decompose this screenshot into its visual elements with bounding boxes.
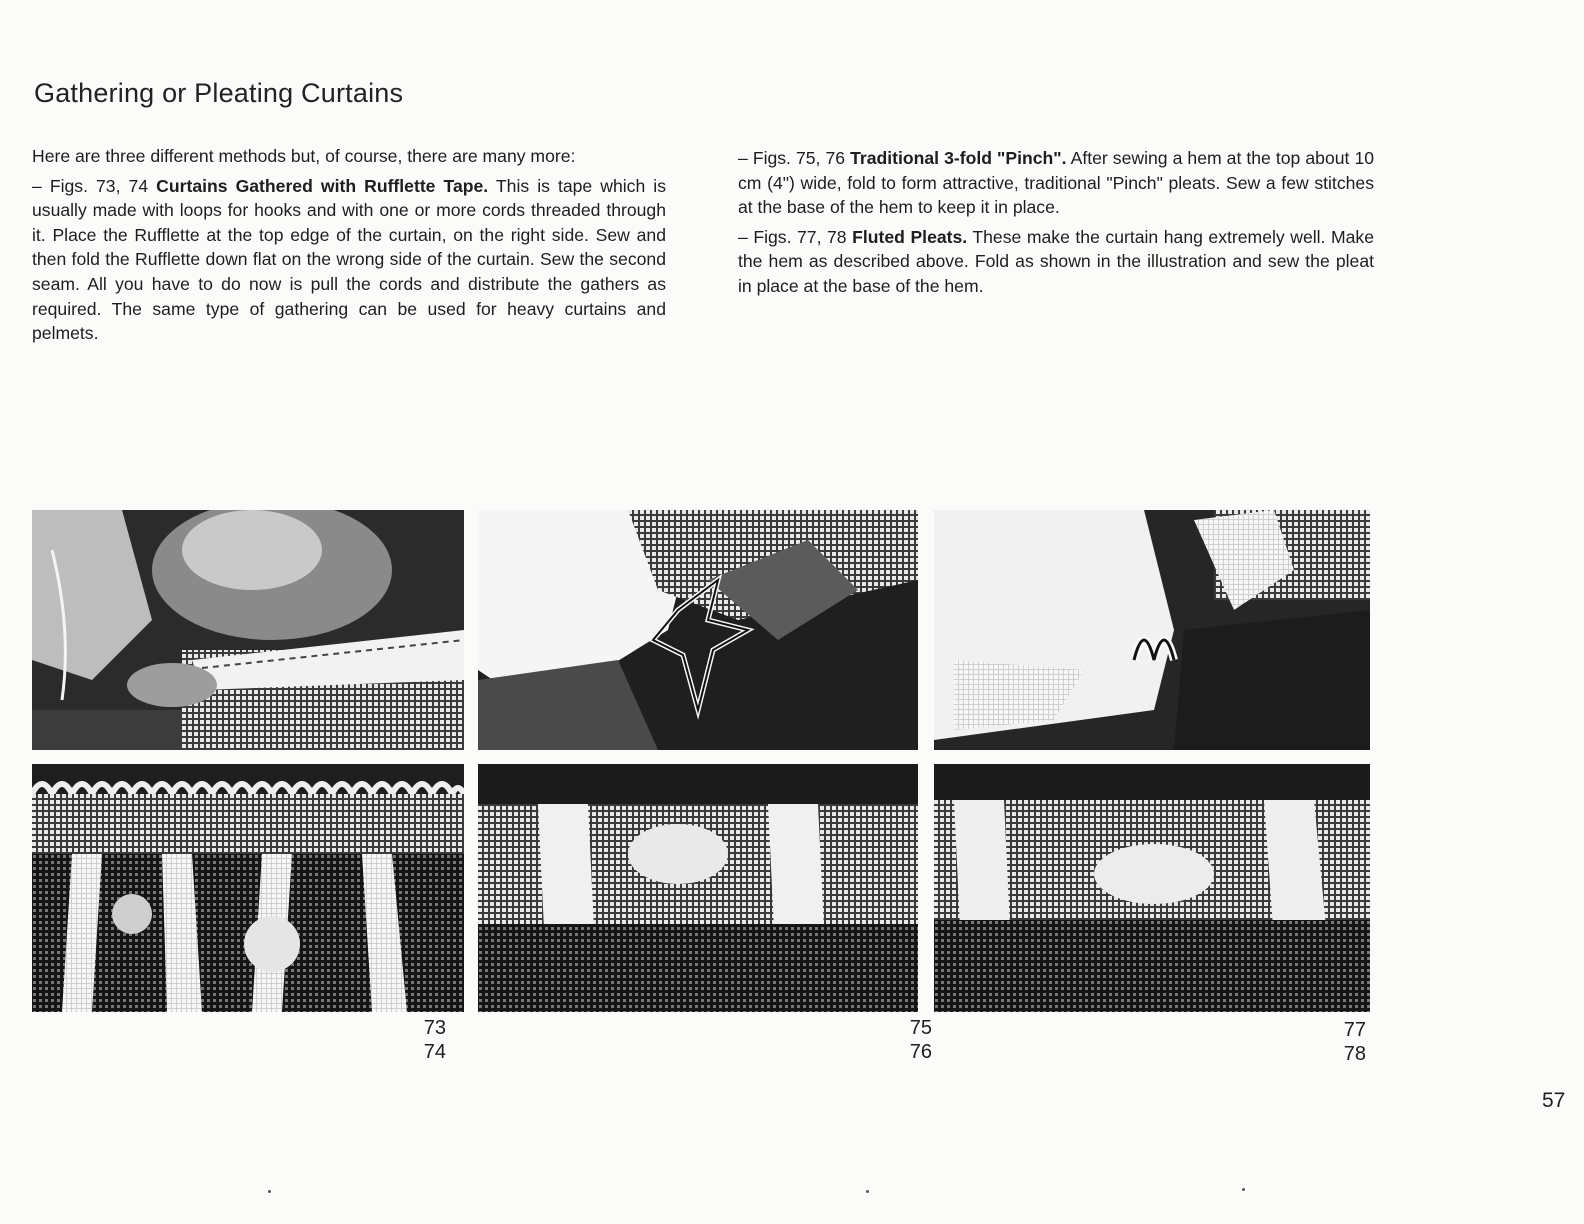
photo-fig-75 [478, 510, 918, 750]
scan-speck [268, 1190, 271, 1193]
fig-number-73: 73 [423, 1017, 446, 1039]
rufflette-paragraph [32, 174, 666, 346]
fluted-paragraph [738, 225, 1374, 299]
page-title: Gathering or Pleating Curtains [34, 78, 404, 108]
fig-number-73-74 [386, 1016, 446, 1064]
rufflette-heading: Curtains Gathered with Rufflette Tape. [156, 175, 489, 196]
pinch-body: After sewing a hem at the top about 10 cm (4") wide, fold to form attractive, traditional "Pinch" pleats. Sew a few stitches at the base of the hem to keep it in place. [738, 148, 1375, 218]
fig-number-74: 74 [423, 1041, 446, 1063]
fig-number-78: 78 [1343, 1043, 1366, 1065]
fluted-body: These make the curtain hang extremely well. Make the hem as described above. Fold as shown in the illustration and sew the pleat in place at the base of the hem. [738, 226, 1375, 296]
photo-fig-73 [32, 510, 464, 750]
fluted-fig-ref: – Figs. 77, 78 [738, 226, 853, 247]
rufflette-body: This is tape which is usually made with loops for hooks and with one or more cords threaded through it. Place the Rufflette at the top edge of the curtain, on the right side. Sew and then fold the Rufflette down flat on the wrong side of the curtain. Sew the second seam. All you have to do now is pull the cords and distribute the gathers as required. The same type of gathering can be used for heavy curtains and pelmets. [32, 175, 667, 344]
photo-fig-77 [934, 510, 1370, 750]
fig-number-75-76 [872, 1016, 932, 1064]
fig-number-76: 76 [909, 1041, 932, 1063]
photo-fig-76 [478, 764, 918, 1012]
scan-speck [1242, 1188, 1245, 1191]
fluted-heading: Fluted Pleats. [852, 226, 968, 247]
photo-fig-78 [934, 764, 1370, 1012]
intro-paragraph: Here are three different methods but, of course, there are many more: [32, 146, 576, 166]
photo-fig-74 [32, 764, 464, 1012]
page-number: 57 [1542, 1089, 1566, 1112]
fig-number-77: 77 [1343, 1019, 1366, 1041]
pinch-fig-ref: – Figs. 75, 76 [738, 148, 851, 168]
left-text-column [32, 144, 666, 351]
pinch-paragraph [738, 146, 1374, 220]
scan-speck [866, 1190, 869, 1193]
pinch-heading: Traditional 3-fold "Pinch". [850, 148, 1067, 168]
rufflette-fig-ref: – Figs. 73, 74 [32, 175, 157, 196]
right-text-column [738, 146, 1374, 304]
fig-number-75: 75 [909, 1017, 932, 1039]
fig-number-77-78 [1306, 1018, 1366, 1066]
